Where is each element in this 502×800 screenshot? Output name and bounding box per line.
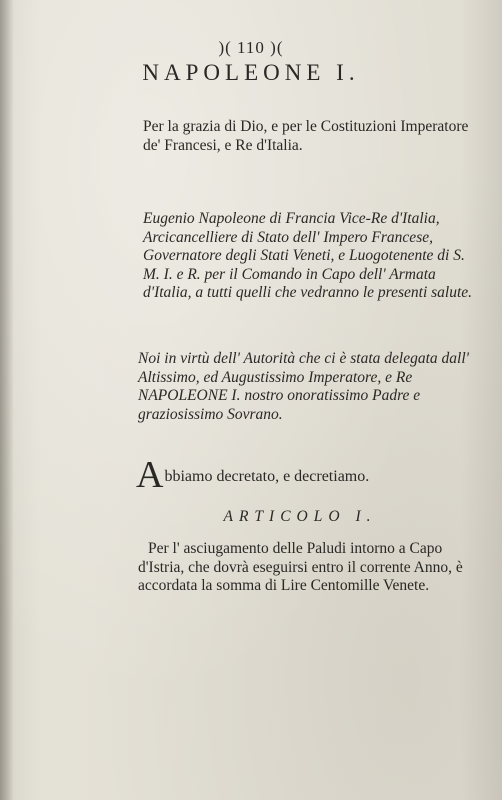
binding-shadow	[0, 0, 14, 800]
page-title: NAPOLEONE I.	[142, 60, 360, 85]
article-text: Per l' asciugamento delle Paludi intorno a Capo d'Istria, che dovrà eseguirsi entro il corrente Anno, è accordata la somma di Lire Centomille Venete.	[138, 540, 463, 594]
intro-paragraph: Per la grazia di Dio, e per le Costituzioni Imperatore de' Francesi, e Re d'Italia.	[143, 118, 469, 154]
decree-line	[136, 454, 476, 496]
decree-text: bbiamo decretato, e decretiamo.	[164, 468, 370, 485]
viceroy-paragraph: Eugenio Napoleone di Francia Vice-Re d'Italia, Arcicancelliere di Stato dell' Impero Francese, Governatore degli Stati Veneti, e Luogotenente di S. M. I. e R. per il Comando in Capo dell' Armata d'Italia, a tutti quelli che vedranno le presenti salute.	[143, 210, 473, 301]
authority-paragraph: Noi in virtù dell' Autorità che ci è stata delegata dall' Altissimo, ed Augustissimo Imperatore, e Re NAPOLEONE I. nostro onoratissimo Padre e graziosissimo Sovrano.	[138, 350, 469, 423]
article-heading: ARTICOLO I.	[223, 508, 377, 525]
page-number: )( 110 )(	[218, 38, 284, 57]
drop-cap: A	[136, 454, 164, 496]
